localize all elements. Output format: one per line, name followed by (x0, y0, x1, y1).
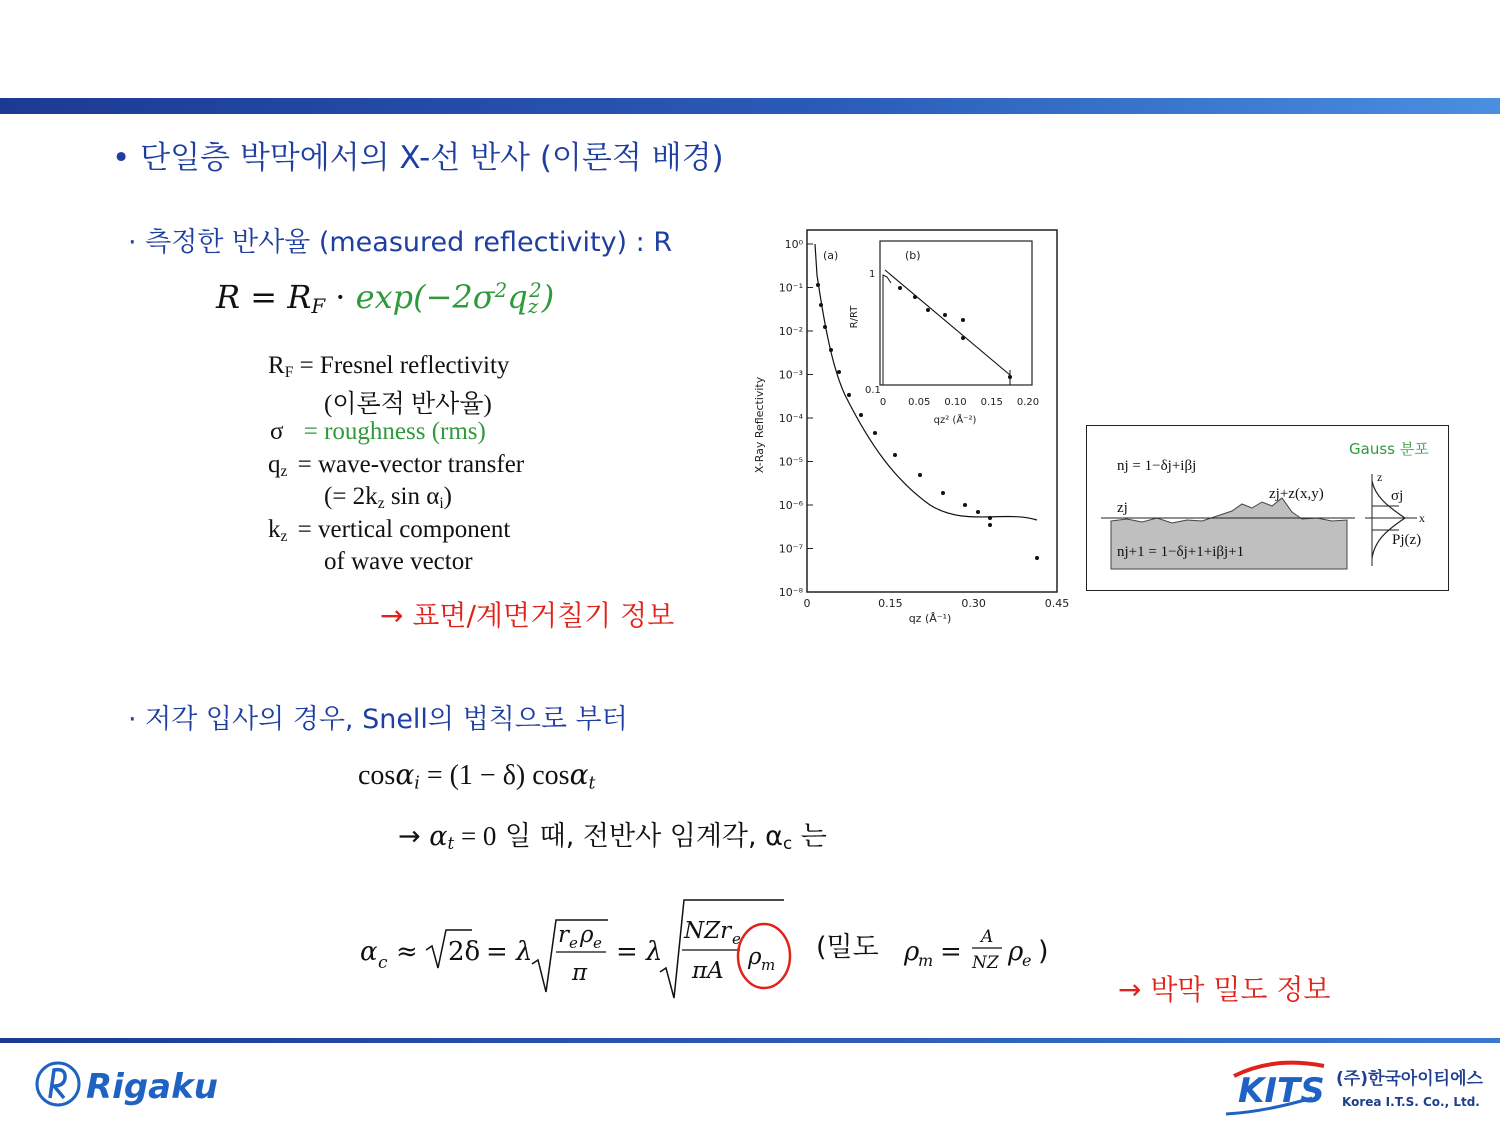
snell-heading: · 저각 입사의 경우, Snell의 법칙으로 부터 (128, 704, 628, 735)
def-qz-paren (324, 483, 452, 513)
inset-ylabel: R/RT (849, 305, 860, 329)
plot-xlabel: qz (Å⁻¹) (908, 612, 952, 625)
y-ticks (779, 238, 813, 599)
density-formula (902, 916, 1062, 986)
data-point (859, 413, 863, 417)
data-point (941, 491, 945, 495)
formula-sub-c: c (378, 953, 388, 973)
inset-data-point (961, 318, 965, 322)
critical-angle-line (398, 814, 827, 853)
def-sigma (270, 418, 486, 446)
reflectivity-plot (745, 215, 1075, 645)
density-sub-m: m (918, 951, 934, 970)
formula-approx: ≈ (396, 937, 418, 967)
gauss-pj: Pj(z) (1392, 532, 1422, 548)
formula-pia: πA (692, 958, 724, 984)
inset-y-top: 1 (869, 269, 876, 280)
gauss-zjz: zj+z(x,y) (1269, 486, 1324, 502)
data-point (963, 503, 967, 507)
density-formula-svg (902, 916, 1062, 986)
slide-title: • 단일층 박막에서의 X-선 반사 (이론적 배경) (112, 140, 724, 176)
eq-exp: exp(−2σ (355, 278, 495, 316)
data-point (823, 325, 827, 329)
def-rf-text: = Fresnel reflectivity (293, 352, 510, 379)
inset-frame (880, 241, 1032, 385)
def-qz-sym: q (268, 451, 281, 478)
rigaku-logo (34, 1054, 264, 1114)
def-rf-korean: (이론적 반사율) (324, 391, 492, 418)
crit-text: 일 때, 전반사 임계각, α (496, 821, 783, 852)
formula-eq2: = (616, 937, 638, 967)
def-rf-sym: R (268, 352, 285, 379)
def-qz-paren-sub: z (377, 494, 385, 512)
inset-data-point (913, 295, 917, 299)
plot-ylabel: X-Ray Reflectivity (753, 376, 766, 474)
density-A: A (981, 927, 994, 947)
inset-x-ticks (880, 397, 1039, 408)
kits-logo-svg (1224, 1054, 1484, 1116)
eq-exp-sup: 2 (494, 279, 508, 303)
reflectivity-plot-svg (745, 215, 1075, 645)
inset-label-b: (b) (905, 249, 921, 262)
y-tick-label: 10⁻³ (778, 368, 803, 382)
eq-q-sup: 2 (529, 279, 542, 303)
formula-nzre-sub: e (732, 930, 741, 948)
snell-mid: = (1 − δ) cos (419, 760, 570, 791)
formula-eq1: = (486, 937, 508, 967)
formula-2delta: 2δ (448, 937, 481, 967)
inset-x-tick-label: 0.10 (944, 397, 967, 408)
formula-rhoe-sub: e (593, 934, 602, 952)
density-eq: = (940, 937, 962, 967)
kits-wordmark: KITS (1238, 1071, 1325, 1111)
rigaku-wordmark: Rigaku (86, 1067, 218, 1107)
y-tick-label: 10⁻⁵ (778, 455, 803, 469)
x-ticks (804, 597, 1070, 610)
y-tick-label: 10⁻² (778, 325, 803, 338)
inset-data-point (943, 313, 947, 317)
eq-q-sub: z (527, 294, 539, 318)
data-point (976, 510, 980, 514)
formula-rhom-sub: m (761, 956, 776, 974)
y-tick-label: 10⁻⁴ (778, 412, 803, 425)
density-close: ) (1038, 936, 1049, 967)
y-tick-label: 10⁻⁸ (778, 586, 803, 599)
crit-end: 는 (792, 821, 827, 852)
def-rf-sub: F (284, 363, 294, 381)
critical-angle-formula (356, 892, 816, 1002)
inset-x-tick-label: 0.15 (980, 397, 1003, 408)
def-qz-paren-b: sin α (384, 483, 440, 510)
kits-logo (1224, 1054, 1484, 1116)
def-rf (268, 352, 509, 382)
snell-cos1: cos (358, 760, 396, 791)
sqrt-sign-2 (532, 920, 608, 992)
gauss-figure-svg (1087, 426, 1448, 590)
eq-close: ) (541, 278, 555, 316)
data-point (873, 431, 877, 435)
def-kz-text: = vertical component (297, 516, 511, 543)
plot-label-a: (a) (823, 249, 839, 262)
crit-eq: = 0 (454, 821, 497, 851)
data-point (988, 516, 992, 520)
x-tick-label: 0 (803, 597, 811, 610)
inset-xlabel: qz² (Å⁻²) (933, 415, 977, 426)
def-qz-paren-sub2: i (439, 494, 444, 512)
def-sigma-sym: σ (270, 418, 284, 445)
data-point (847, 393, 851, 397)
formula-rhom: ρ (748, 944, 762, 970)
crit-arrow: → (398, 821, 421, 852)
data-point (819, 303, 823, 307)
formula-pi1: π (572, 960, 588, 986)
def-qz-sub: z (280, 462, 288, 480)
data-point (1035, 556, 1039, 560)
crit-sub-c: c (782, 833, 793, 854)
formula-re-rhoe: r (558, 922, 569, 948)
y-tick-label: 10⁻⁷ (778, 542, 803, 556)
formula-lambda2: λ (646, 937, 663, 967)
formula-rhoe: ρ (580, 922, 594, 948)
formula-re-sub: e (569, 934, 578, 952)
inset-x-tick-label: 0 (879, 397, 887, 408)
formula-nzre: NZr (684, 918, 732, 944)
data-point (918, 473, 922, 477)
y-tick-label: 10⁻⁶ (778, 499, 803, 512)
reflectivity-equation (216, 278, 554, 318)
gauss-interface-figure (1086, 425, 1449, 591)
gauss-sigma: σj (1391, 488, 1404, 504)
data-point (893, 453, 897, 457)
data-point (837, 370, 841, 374)
eq-lhs-sub: F (311, 294, 326, 318)
kits-english-name: Korea I.T.S. Co., Ltd. (1342, 1095, 1480, 1109)
def-kz-sub: z (280, 527, 288, 545)
gauss-x: x (1419, 511, 1425, 525)
y-tick-label: 10⁰ (784, 238, 803, 251)
def-kz-sym: k (268, 516, 281, 543)
density-sub-e: e (1022, 951, 1032, 970)
def-qz-text: = wave-vector transfer (297, 451, 525, 478)
snell-alpha-t: α (569, 758, 589, 791)
def-kz (268, 516, 510, 546)
x-tick-label: 0.30 (961, 597, 986, 610)
def-qz-paren-a: (= 2k (324, 483, 378, 510)
density-rho: ρ (904, 937, 920, 967)
eq-q: q (507, 278, 528, 316)
gauss-nj: nj = 1−δj+iβj (1117, 458, 1197, 474)
density-definition (816, 925, 879, 964)
inset-x-tick-label: 0.20 (1016, 397, 1040, 408)
inset-x-tick-label: 0.05 (908, 397, 931, 408)
data-point (829, 348, 833, 352)
rigaku-logo-r (50, 1070, 65, 1098)
inset-data-point (898, 286, 902, 290)
kits-korean-name: (주)한국아이티에스 (1336, 1069, 1483, 1089)
snell-sub-t: t (588, 773, 596, 794)
measured-reflectivity-heading: · 측정한 반사율 (measured reflectivity) : R (128, 227, 673, 258)
def-kz-text2: of wave vector (324, 548, 473, 575)
inset-y-bottom: 0.1 (865, 385, 881, 396)
inset-data-point (961, 336, 965, 340)
crit-sub-t: t (447, 833, 455, 854)
snell-alpha-i: α (395, 758, 415, 791)
def-qz-paren-c: ) (443, 483, 452, 510)
eq-dot: · (325, 278, 356, 316)
x-tick-label: 0.15 (878, 597, 903, 610)
critical-angle-formula-svg (356, 892, 816, 1002)
formula-lambda1: λ (516, 937, 533, 967)
x-tick-label: 0.45 (1044, 597, 1070, 610)
density-nz: NZ (972, 953, 999, 973)
gauss-title: Gauss 분포 (1349, 440, 1429, 458)
snell-sub-i: i (414, 773, 420, 794)
y-tick-label: 10⁻¹ (778, 281, 803, 295)
snell-equation (358, 758, 595, 793)
eq-lhs: R = R (216, 278, 312, 316)
bottom-footer-bar (0, 1038, 1500, 1043)
gauss-nj1: nj+1 = 1−δj+1+iβj+1 (1117, 544, 1245, 560)
density-rhoe: ρ (1008, 937, 1024, 967)
def-qz (268, 451, 524, 481)
roughness-info: → 표면/계면거칠기 정보 (380, 599, 675, 632)
density-label: (밀도 (816, 932, 879, 963)
data-point (988, 523, 992, 527)
rigaku-logo-svg (34, 1054, 264, 1114)
data-point (816, 283, 820, 287)
top-header-bar (0, 98, 1500, 114)
inset-data-point (926, 308, 930, 312)
def-sigma-text: = roughness (rms) (303, 418, 486, 445)
crit-alpha: α (429, 821, 448, 852)
formula-alpha: α (360, 937, 378, 967)
density-info: → 박막 밀도 정보 (1118, 973, 1331, 1006)
gauss-zj: zj (1117, 500, 1128, 516)
gauss-z: z (1377, 470, 1383, 484)
